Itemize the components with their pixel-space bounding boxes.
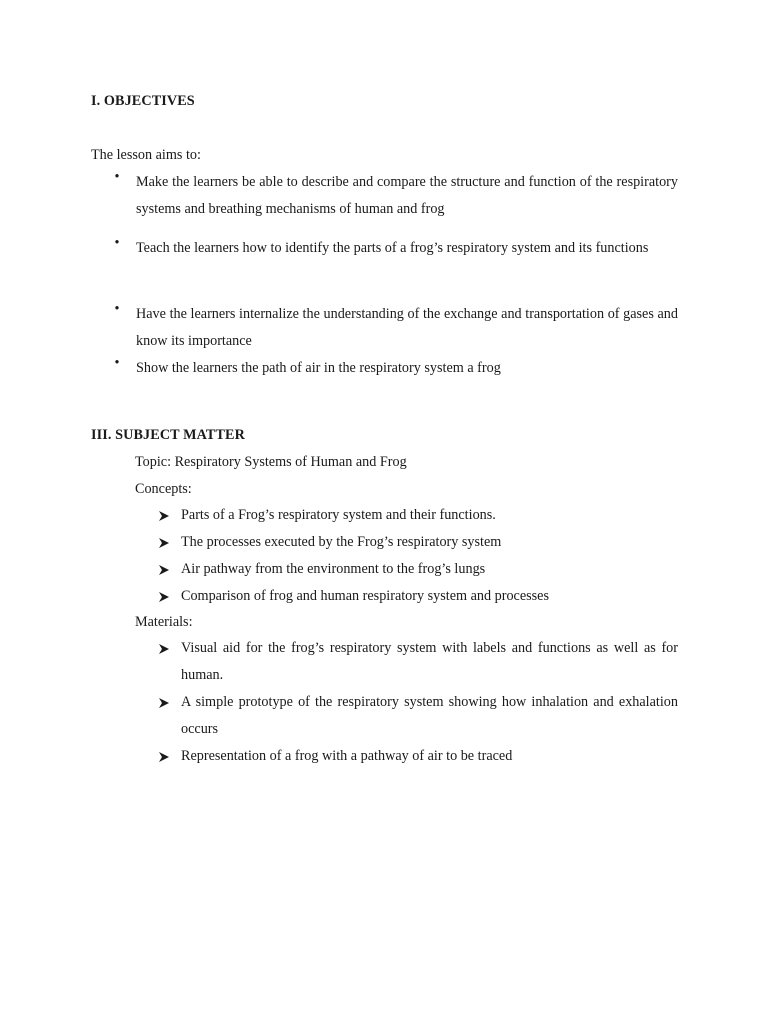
concept-item-3 — [158, 556, 678, 583]
objective-item-2 — [112, 235, 678, 289]
objective-text-1: Make the learners be able to describe and compare the structure and function of the respiratory systems and breathing mechanisms of human and frog — [136, 174, 678, 217]
concept-text-3: Air pathway from the environment to the frog’s lungs — [181, 561, 486, 577]
objective-item-4 — [112, 355, 678, 382]
objective-item-3 — [112, 301, 678, 355]
material-item-2 — [158, 689, 678, 743]
material-text-1: Visual aid for the frog’s respiratory system with labels and functions as well as for human. — [181, 640, 678, 683]
topic-line: Topic: Respiratory Systems of Human and Frog — [135, 454, 407, 470]
concept-item-1 — [158, 502, 678, 529]
bullet-icon: • — [114, 169, 120, 185]
concept-item-4 — [158, 583, 678, 610]
bullet-icon: • — [114, 355, 120, 371]
arrow-bullet-icon — [158, 751, 170, 763]
objective-item-1 — [112, 169, 678, 223]
objective-text-4: Show the learners the path of air in the respiratory system a frog — [136, 360, 501, 376]
arrow-bullet-icon — [158, 591, 170, 603]
concept-text-4: Comparison of frog and human respiratory system and processes — [181, 588, 550, 604]
materials-label: Materials: — [135, 614, 193, 630]
bullet-icon: • — [114, 301, 120, 317]
material-text-3: Representation of a frog with a pathway of air to be traced — [181, 748, 513, 764]
concept-text-2: The processes executed by the Frog’s respiratory system — [181, 534, 502, 550]
concept-item-2 — [158, 529, 678, 556]
objectives-heading: I. OBJECTIVES — [91, 93, 195, 109]
arrow-bullet-icon — [158, 697, 170, 709]
concept-text-1: Parts of a Frog’s respiratory system and their functions. — [181, 507, 496, 523]
arrow-bullet-icon — [158, 643, 170, 655]
objectives-intro: The lesson aims to: — [91, 147, 201, 163]
material-item-1 — [158, 635, 678, 689]
bullet-icon: • — [114, 235, 120, 251]
objective-text-3: Have the learners internalize the understanding of the exchange and transportation of gases and know its importance — [136, 306, 678, 349]
concepts-label: Concepts: — [135, 481, 192, 497]
arrow-bullet-icon — [158, 564, 170, 576]
subject-matter-heading: III. SUBJECT MATTER — [91, 427, 245, 443]
material-item-3 — [158, 743, 678, 770]
arrow-bullet-icon — [158, 510, 170, 522]
arrow-bullet-icon — [158, 537, 170, 549]
material-text-2: A simple prototype of the respiratory system showing how inhalation and exhalation occurs — [181, 694, 678, 737]
objective-text-2: Teach the learners how to identify the parts of a frog’s respiratory system and its functions — [136, 240, 649, 256]
